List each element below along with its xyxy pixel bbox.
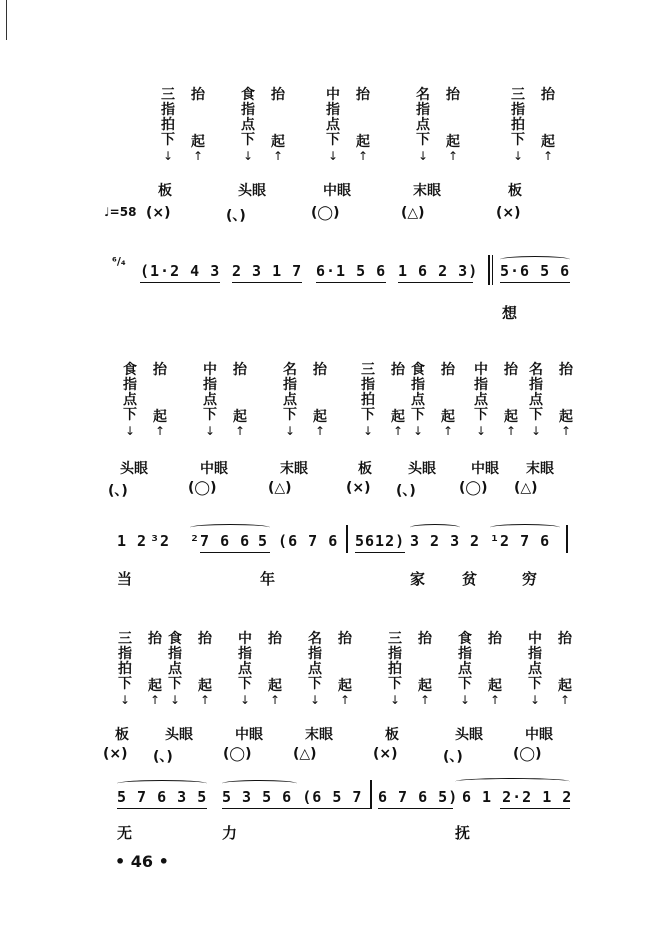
down-arrow-1-6: ↓ [530, 424, 542, 438]
finger-up-top-0-0: 抬 [191, 87, 205, 103]
finger-up-bottom-1-6: 起 [559, 409, 573, 425]
finger-down-text-0-3: 名 指 点 下 [416, 87, 430, 148]
finger-up-top-2-6: 抬 [558, 631, 572, 647]
beat-label-2-3: 末眼 [305, 727, 333, 743]
up-arrow-2-5: ↑ [489, 693, 501, 707]
beat-label-2-0: 板 [115, 727, 129, 743]
down-arrow-2-2: ↓ [239, 693, 251, 707]
beat-label-1-1: 中眼 [200, 461, 228, 477]
finger-up-top-1-3: 抬 [391, 362, 405, 378]
notation-3-0: 5 7 6 3 5 [117, 788, 208, 806]
finger-up-top-1-6: 抬 [559, 362, 573, 378]
finger-up-top-0-2: 抬 [356, 87, 370, 103]
slur-3c [455, 778, 570, 785]
lyric-2-3: 贫 [462, 570, 478, 588]
finger-up-top-1-5: 抬 [504, 362, 518, 378]
notation-2-6: 2 [470, 532, 481, 550]
beat-symbol-1-5: (◯) [459, 480, 488, 496]
finger-down-text-1-0: 食 指 点 下 [123, 362, 137, 423]
beat-label-1-3: 板 [358, 461, 372, 477]
beat-symbol-2-6: (◯) [513, 746, 542, 762]
notation-2-2: ²7 6 6 [190, 532, 251, 550]
beat-label-0-2: 中眼 [323, 183, 351, 199]
underline-3d [500, 808, 570, 809]
finger-up-bottom-0-0: 起 [191, 134, 205, 150]
finger-down-text-0-0: 三 指 拍 下 [161, 87, 175, 148]
underline-3c [378, 808, 453, 809]
up-arrow-0-0: ↑ [192, 149, 204, 163]
beat-symbol-0-2: (◯) [311, 205, 340, 221]
finger-up-bottom-1-1: 起 [233, 409, 247, 425]
beat-symbol-2-0: (×) [103, 746, 128, 762]
finger-down-text-2-4: 三 指 拍 下 [388, 631, 402, 692]
underline-1d [398, 282, 473, 283]
barline-2a [346, 525, 348, 553]
beat-label-1-6: 末眼 [526, 461, 554, 477]
up-arrow-2-2: ↑ [269, 693, 281, 707]
finger-up-top-0-4: 抬 [541, 87, 555, 103]
down-arrow-2-3: ↓ [309, 693, 321, 707]
finger-down-text-2-0: 三 指 拍 下 [118, 631, 132, 692]
beat-label-0-0: 板 [158, 183, 172, 199]
lyric-3-0: 无 [117, 824, 133, 842]
down-arrow-1-1: ↓ [204, 424, 216, 438]
barline-1a [488, 255, 490, 285]
finger-up-bottom-2-1: 起 [198, 678, 212, 694]
finger-up-top-0-1: 抬 [271, 87, 285, 103]
finger-up-top-2-0: 抬 [148, 631, 162, 647]
lyric-2-4: 穷 [522, 570, 538, 588]
beat-symbol-2-5: (、) [443, 749, 463, 765]
finger-up-bottom-0-2: 起 [356, 134, 370, 150]
slur-3b [222, 780, 297, 787]
up-arrow-2-3: ↑ [339, 693, 351, 707]
finger-up-bottom-1-3: 起 [391, 409, 405, 425]
down-arrow-0-3: ↓ [417, 149, 429, 163]
lyric-2-0: 当 [117, 570, 133, 588]
finger-up-bottom-2-6: 起 [558, 678, 572, 694]
finger-up-top-1-1: 抬 [233, 362, 247, 378]
finger-up-top-2-5: 抬 [488, 631, 502, 647]
notation-1-1: 2 3 1 7 [232, 262, 303, 280]
down-arrow-1-5: ↓ [475, 424, 487, 438]
beat-label-0-3: 末眼 [413, 183, 441, 199]
down-arrow-2-5: ↓ [459, 693, 471, 707]
notation-2-5: 3 2 3 [410, 532, 461, 550]
beat-symbol-0-0: (×) [146, 205, 171, 221]
barline-1b [492, 255, 493, 285]
finger-up-bottom-2-4: 起 [418, 678, 432, 694]
finger-down-text-0-2: 中 指 点 下 [326, 87, 340, 148]
lyric-1-0: 想 [502, 304, 518, 322]
finger-up-top-2-2: 抬 [268, 631, 282, 647]
finger-down-text-2-3: 名 指 点 下 [308, 631, 322, 692]
finger-up-bottom-1-4: 起 [441, 409, 455, 425]
finger-down-text-1-4: 食 指 点 下 [411, 362, 425, 423]
up-arrow-2-6: ↑ [559, 693, 571, 707]
barline-3a [370, 780, 372, 808]
finger-up-bottom-2-0: 起 [148, 678, 162, 694]
finger-up-bottom-0-3: 起 [446, 134, 460, 150]
beat-symbol-1-2: (△) [268, 480, 292, 496]
finger-up-bottom-1-2: 起 [313, 409, 327, 425]
down-arrow-1-3: ↓ [362, 424, 374, 438]
finger-up-bottom-2-5: 起 [488, 678, 502, 694]
down-arrow-2-4: ↓ [389, 693, 401, 707]
beat-label-1-0: 头眼 [120, 461, 148, 477]
beat-symbol-1-1: (◯) [188, 480, 217, 496]
beat-label-2-2: 中眼 [235, 727, 263, 743]
notation-1-2: 6·1 5 6 [316, 262, 387, 280]
underline-1a [140, 282, 220, 283]
down-arrow-2-6: ↓ [529, 693, 541, 707]
up-arrow-0-2: ↑ [357, 149, 369, 163]
notation-2-3: 5 (6 7 6 [258, 532, 339, 550]
finger-up-top-2-3: 抬 [338, 631, 352, 647]
up-arrow-1-6: ↑ [560, 424, 572, 438]
beat-symbol-1-6: (△) [514, 480, 538, 496]
notation-3-3: 6 1 2·2 1 2 [462, 788, 573, 806]
down-arrow-1-2: ↓ [284, 424, 296, 438]
finger-up-bottom-2-2: 起 [268, 678, 282, 694]
finger-down-text-2-6: 中 指 点 下 [528, 631, 542, 692]
notation-2-0: 1 2 [117, 532, 148, 550]
underline-2b [355, 552, 405, 553]
notation-2-1: ³2 [150, 532, 171, 550]
page-number: • 46 • [115, 852, 169, 871]
finger-up-top-2-1: 抬 [198, 631, 212, 647]
barline-2b [566, 525, 568, 553]
up-arrow-1-0: ↑ [154, 424, 166, 438]
finger-up-top-1-2: 抬 [313, 362, 327, 378]
lyric-2-2: 家 [410, 570, 426, 588]
underline-3a [117, 808, 207, 809]
down-arrow-1-0: ↓ [124, 424, 136, 438]
finger-up-top-2-4: 抬 [418, 631, 432, 647]
beat-label-2-5: 头眼 [455, 727, 483, 743]
up-arrow-0-1: ↑ [272, 149, 284, 163]
finger-up-top-0-3: 抬 [446, 87, 460, 103]
beat-symbol-0-3: (△) [401, 205, 425, 221]
time-signature: ⁶/₄ [112, 255, 126, 268]
beat-label-2-6: 中眼 [525, 727, 553, 743]
slur-3a [117, 780, 207, 787]
finger-up-bottom-1-0: 起 [153, 409, 167, 425]
finger-up-bottom-1-5: 起 [504, 409, 518, 425]
notation-3-2: 6 7 6 5) [378, 788, 459, 806]
up-arrow-1-4: ↑ [442, 424, 454, 438]
lyric-3-2: 抚 [455, 824, 471, 842]
down-arrow-0-4: ↓ [512, 149, 524, 163]
beat-label-0-1: 头眼 [238, 183, 266, 199]
beat-label-1-4: 头眼 [408, 461, 436, 477]
beat-symbol-0-1: (、) [226, 208, 246, 224]
down-arrow-2-1: ↓ [169, 693, 181, 707]
finger-up-bottom-0-1: 起 [271, 134, 285, 150]
underline-1c [316, 282, 386, 283]
finger-up-top-1-4: 抬 [441, 362, 455, 378]
down-arrow-0-0: ↓ [162, 149, 174, 163]
beat-label-0-4: 板 [508, 183, 522, 199]
beat-symbol-2-2: (◯) [223, 746, 252, 762]
beat-label-1-5: 中眼 [471, 461, 499, 477]
finger-down-text-1-3: 三 指 拍 下 [361, 362, 375, 423]
finger-down-text-0-1: 食 指 点 下 [241, 87, 255, 148]
up-arrow-2-1: ↑ [199, 693, 211, 707]
finger-down-text-2-5: 食 指 点 下 [458, 631, 472, 692]
finger-up-bottom-0-4: 起 [541, 134, 555, 150]
lyric-2-1: 年 [260, 570, 276, 588]
beat-symbol-2-4: (×) [373, 746, 398, 762]
notation-1-0: (1·2 4 3 [140, 262, 221, 280]
up-arrow-1-3: ↑ [392, 424, 404, 438]
up-arrow-1-2: ↑ [314, 424, 326, 438]
finger-down-text-2-1: 食 指 点 下 [168, 631, 182, 692]
slur-2b [410, 524, 460, 531]
slur-2a [190, 524, 270, 531]
notation-3-1: 5 3 5 6 (6 5 7 [222, 788, 363, 806]
down-arrow-0-2: ↓ [327, 149, 339, 163]
down-arrow-2-0: ↓ [119, 693, 131, 707]
down-arrow-1-4: ↓ [412, 424, 424, 438]
page-edge-mark [6, 0, 7, 40]
up-arrow-0-3: ↑ [447, 149, 459, 163]
lyric-3-1: 力 [222, 824, 238, 842]
slur-1a [500, 256, 570, 263]
down-arrow-0-1: ↓ [242, 149, 254, 163]
beat-symbol-0-4: (×) [496, 205, 521, 221]
underline-1e [500, 282, 570, 283]
finger-down-text-1-1: 中 指 点 下 [203, 362, 217, 423]
finger-down-text-1-2: 名 指 点 下 [283, 362, 297, 423]
beat-label-2-1: 头眼 [165, 727, 193, 743]
finger-down-text-2-2: 中 指 点 下 [238, 631, 252, 692]
slur-2c [490, 524, 560, 531]
up-arrow-2-4: ↑ [419, 693, 431, 707]
beat-label-1-2: 末眼 [280, 461, 308, 477]
up-arrow-1-5: ↑ [505, 424, 517, 438]
up-arrow-1-1: ↑ [234, 424, 246, 438]
beat-symbol-1-3: (×) [346, 480, 371, 496]
notation-1-3: 1 6 2 3) [398, 262, 479, 280]
beat-symbol-1-4: (、) [396, 483, 416, 499]
up-arrow-0-4: ↑ [542, 149, 554, 163]
beat-label-2-4: 板 [385, 727, 399, 743]
finger-up-top-1-0: 抬 [153, 362, 167, 378]
finger-down-text-1-6: 名 指 点 下 [529, 362, 543, 423]
underline-3b [222, 808, 372, 809]
notation-2-7: ¹2 7 6 [490, 532, 551, 550]
up-arrow-2-0: ↑ [149, 693, 161, 707]
underline-2a [200, 552, 270, 553]
notation-2-4: 5612) [355, 532, 406, 550]
tempo-mark: ♩=58 [104, 205, 137, 219]
finger-up-bottom-2-3: 起 [338, 678, 352, 694]
notation-1-4: 5·6 5 6 [500, 262, 571, 280]
beat-symbol-2-1: (、) [153, 749, 173, 765]
finger-down-text-1-5: 中 指 点 下 [474, 362, 488, 423]
underline-1b [232, 282, 302, 283]
beat-symbol-2-3: (△) [293, 746, 317, 762]
beat-symbol-1-0: (、) [108, 483, 128, 499]
finger-down-text-0-4: 三 指 拍 下 [511, 87, 525, 148]
